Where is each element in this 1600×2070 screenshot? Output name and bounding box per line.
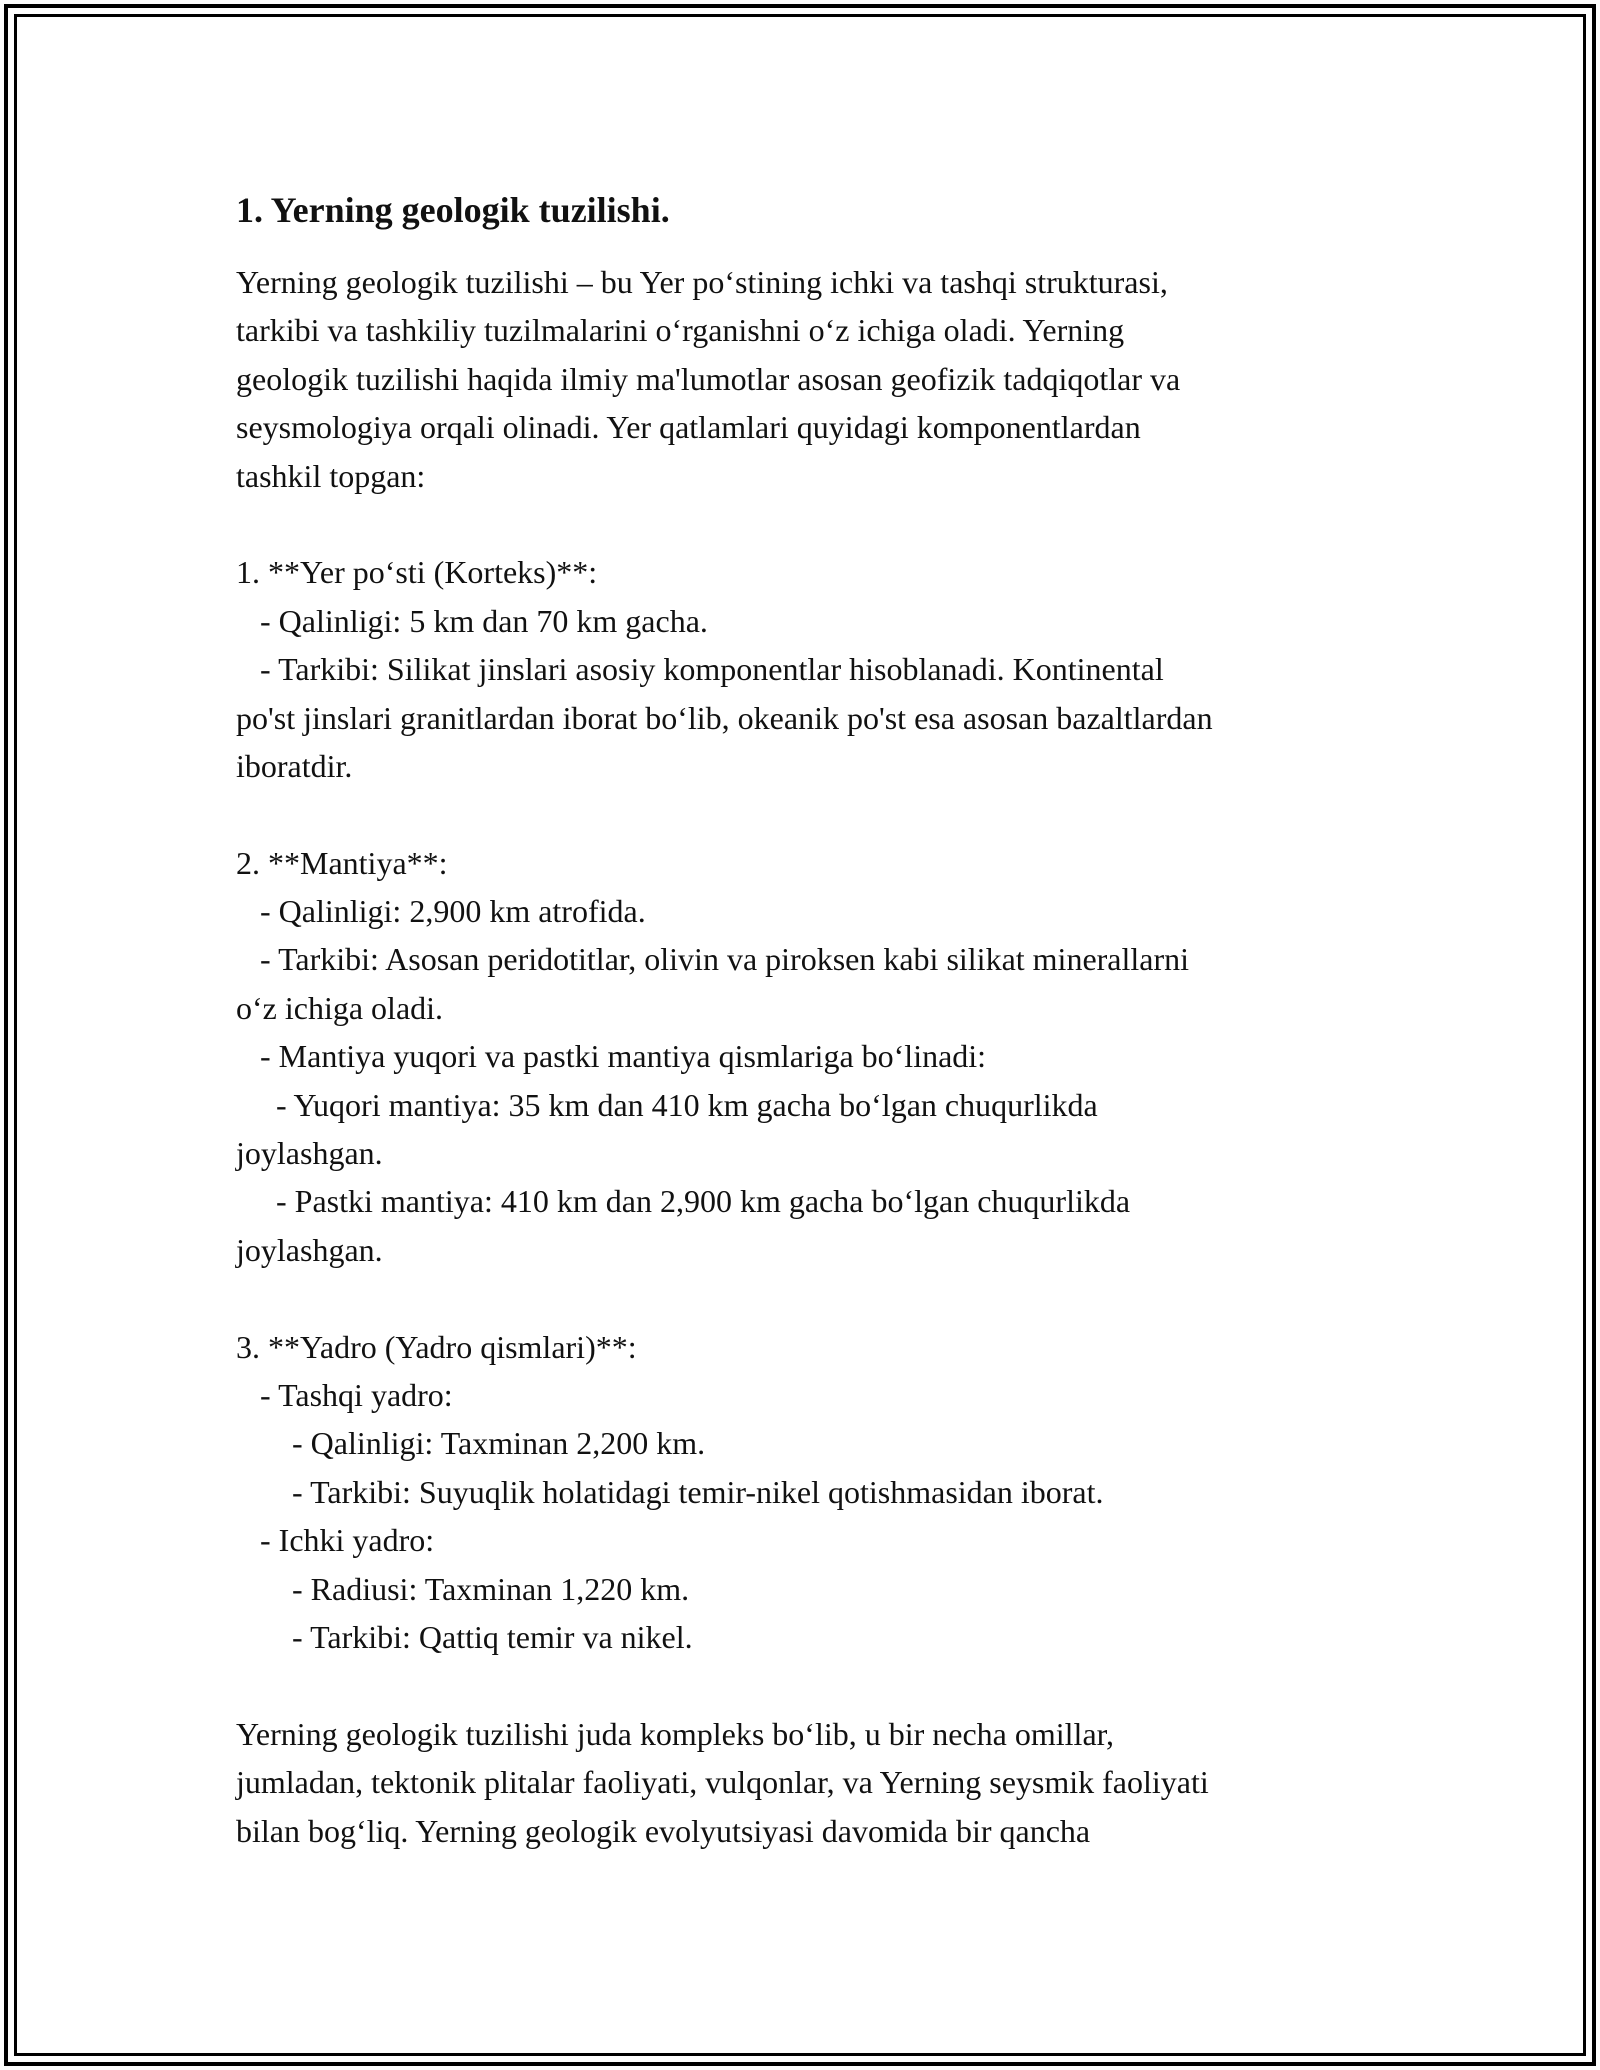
paragraph-3 [236,839,1386,1275]
text-line: 1. **Yer po‘sti (Korteks)**: [236,554,598,591]
text-line: o‘z ichiga oladi. [236,989,444,1026]
text-line: - Tarkibi: Asosan peridotitlar, olivin va piroksen kabi silikat minerallarni [236,941,1190,978]
text-line: - Yuqori mantiya: 35 km dan 410 km gacha bo‘lgan chuqurlikda [236,1086,1098,1123]
paragraph-2 [236,548,1386,790]
text-line: - Tarkibi: Suyuqlik holatidagi temir-nikel qotishmasidan iborat. [236,1473,1104,1510]
text-line: - Ichki yadro: [236,1522,435,1559]
text-line: po'st jinslari granitlardan iborat bo‘lib, okeanik po'st esa asosan bazaltlardan [236,699,1213,736]
text-line: tarkibi va tashkiliy tuzilmalarini o‘rganishni o‘z ichiga oladi. Yerning [236,312,1125,349]
paragraph-1 [236,258,1386,500]
text-line: joylashgan. [236,1135,383,1172]
paragraph-4 [236,1323,1386,1662]
text-line: - Tashqi yadro: [236,1376,453,1413]
text-line: - Qalinligi: 5 km dan 70 km gacha. [236,602,708,639]
paragraph-gap [236,500,1386,548]
text-line: - Pastki mantiya: 410 km dan 2,900 km gacha bo‘lgan chuqurlikda [236,1183,1131,1220]
text-line: - Tarkibi: Silikat jinslari asosiy komponentlar hisoblanadi. Kontinental [236,651,1164,688]
text-line: joylashgan. [236,1231,383,1268]
text-line: jumladan, tektonik plitalar faoliyati, vulqonlar, va Yerning seysmik faoliyati [236,1764,1209,1801]
text-line: bilan bog‘liq. Yerning geologik evolyutsiyasi davomida bir qancha [236,1812,1091,1849]
paragraph-5 [236,1710,1386,1855]
text-line: 2. **Mantiya**: [236,844,448,881]
text-line: Yerning geologik tuzilishi juda kompleks bo‘lib, u bir necha omillar, [236,1715,1115,1752]
text-line: - Mantiya yuqori va pastki mantiya qismlariga bo‘linadi: [236,1038,987,1075]
text-line: - Qalinligi: Taxminan 2,200 km. [236,1425,706,1462]
paragraph-gap [236,1274,1386,1322]
text-line: Yerning geologik tuzilishi – bu Yer po‘stining ichki va tashqi strukturasi, [236,264,1168,300]
text-line: tashkil topgan: [236,457,426,494]
text-line: iboratdir. [236,747,353,784]
document-text [236,258,1386,1855]
text-line: seysmologiya orqali olinadi. Yer qatlamlari quyidagi komponentlardan [236,409,1141,446]
paragraph-gap [236,1661,1386,1709]
section-heading: 1. Yerning geologik tuzilishi. [236,190,670,230]
text-line: - Qalinligi: 2,900 km atrofida. [236,893,646,930]
text-line: geologik tuzilishi haqida ilmiy ma'lumotlar asosan geofizik tadqiqotlar va [236,360,1181,397]
text-line: - Tarkibi: Qattiq temir va nikel. [236,1618,693,1655]
text-line: 3. **Yadro (Yadro qismlari)**: [236,1328,637,1365]
paragraph-gap [236,790,1386,838]
text-line: - Radiusi: Taxminan 1,220 km. [236,1570,690,1607]
document-body [236,186,1386,1855]
